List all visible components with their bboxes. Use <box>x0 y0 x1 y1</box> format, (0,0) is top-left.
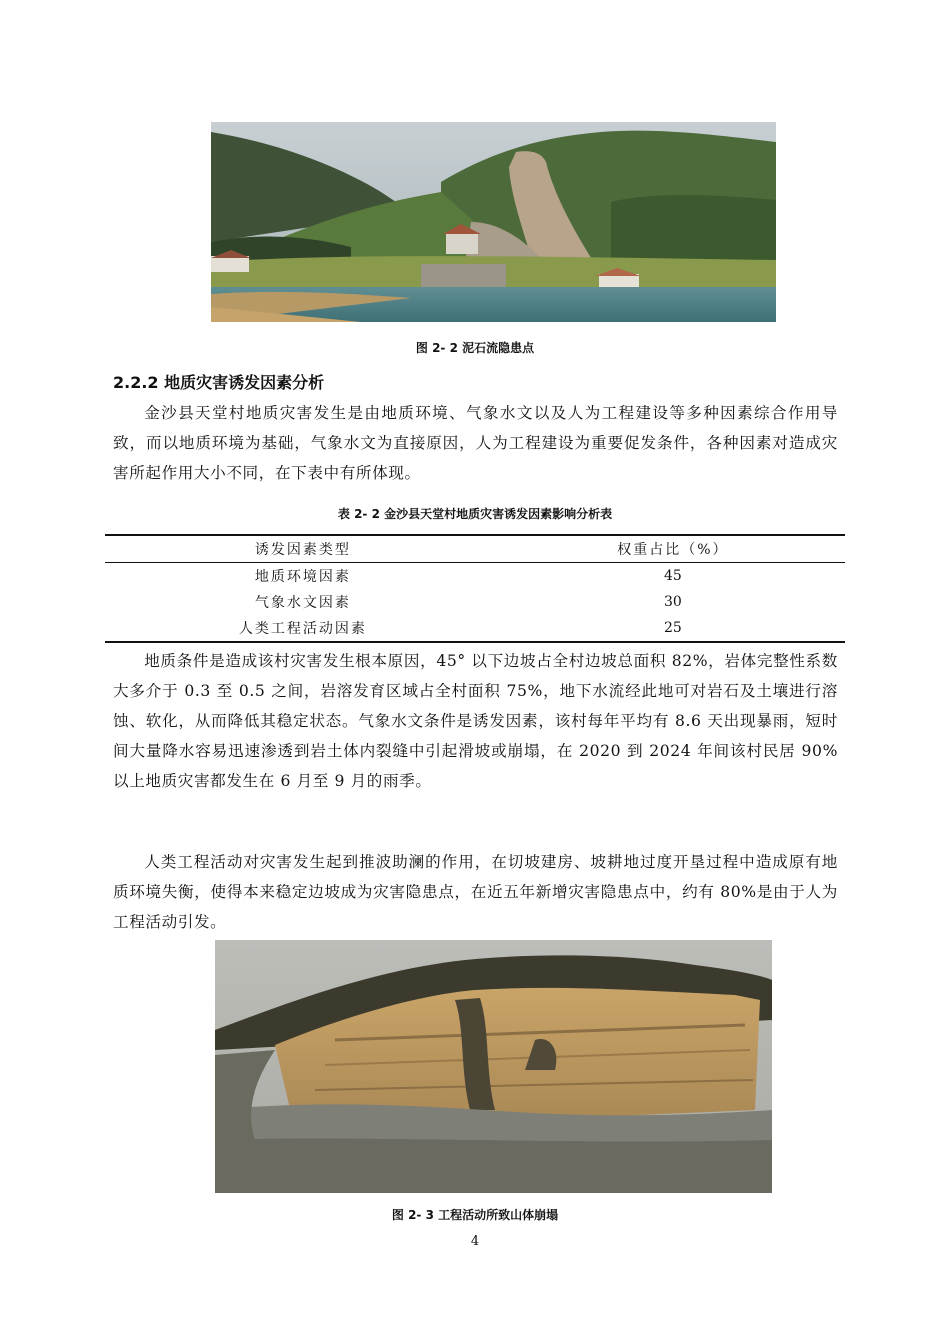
factor-name: 地质环境因素 <box>254 569 351 585</box>
collapsed-cliff-photo-icon <box>215 940 772 1193</box>
table-row <box>105 615 845 642</box>
page-number: 4 <box>470 1234 480 1249</box>
landslide-photo-icon <box>211 122 776 322</box>
factor-weight: 45 <box>663 568 682 584</box>
table-caption: 表 2- 2 金沙县天堂村地质灾害诱发因素影响分析表 <box>337 507 613 521</box>
figure-caption: 图 2- 2 泥石流隐患点 <box>415 341 535 355</box>
factor-weight: 25 <box>663 620 682 636</box>
table-row <box>105 589 845 615</box>
human-activity-paragraph: 人类工程活动对灾害发生起到推波助澜的作用，在切坡建房、坡耕地过度开垦过程中造成原有地质环境失衡，使得本来稳定边坡成为灾害隐患点，在近五年新增灾害隐患点中，约有 80%是由于人为工程活动引发。 <box>113 853 838 931</box>
factor-name: 气象水文因素 <box>254 595 351 611</box>
table-row <box>105 563 845 590</box>
intro-paragraph: 金沙县天堂村地质灾害发生是由地质环境、气象水文以及人为工程建设等多种因素综合作用导致，而以地质环境为基础，气象水文为直接原因，人为工程建设为重要促发条件，各种因素对造成灾害所起作用大小不同，在下表中有所体现。 <box>113 404 838 482</box>
factor-name: 人类工程活动因素 <box>238 621 367 637</box>
figure-caption: 图 2- 3 工程活动所致山体崩塌 <box>391 1208 559 1222</box>
section-heading: 2.2.2 地质灾害诱发因素分析 <box>113 373 325 392</box>
debris-flow-photo <box>211 122 776 322</box>
factor-weight: 30 <box>663 594 682 610</box>
collapsed-cliff-photo <box>215 940 772 1193</box>
table-header-row <box>105 535 845 563</box>
column-header-weight: 权重占比（%） <box>617 542 729 558</box>
geology-paragraph: 地质条件是造成该村灾害发生根本原因，45° 以下边坡占全村边坡总面积 82%，岩体完整性系数大多介于 0.3 至 0.5 之间，岩溶发育区域占全村面积 75%，地下水流经此地可对岩石及土壤进行溶蚀、软化，从而降低其稳定状态。气象水文条件是诱发因素，该村每年平均有 8.6 天出现暴雨，短时间大量降水容易迅速渗透到岩土体内裂缝中引起滑坡或崩塌，在 2020 到 2024 年间该村民居 90%以上地质灾害都发生在 6 月至 9 月的雨季。 <box>113 652 838 790</box>
factor-weight-table <box>105 534 845 643</box>
column-header-factor-type: 诱发因素类型 <box>254 542 351 558</box>
